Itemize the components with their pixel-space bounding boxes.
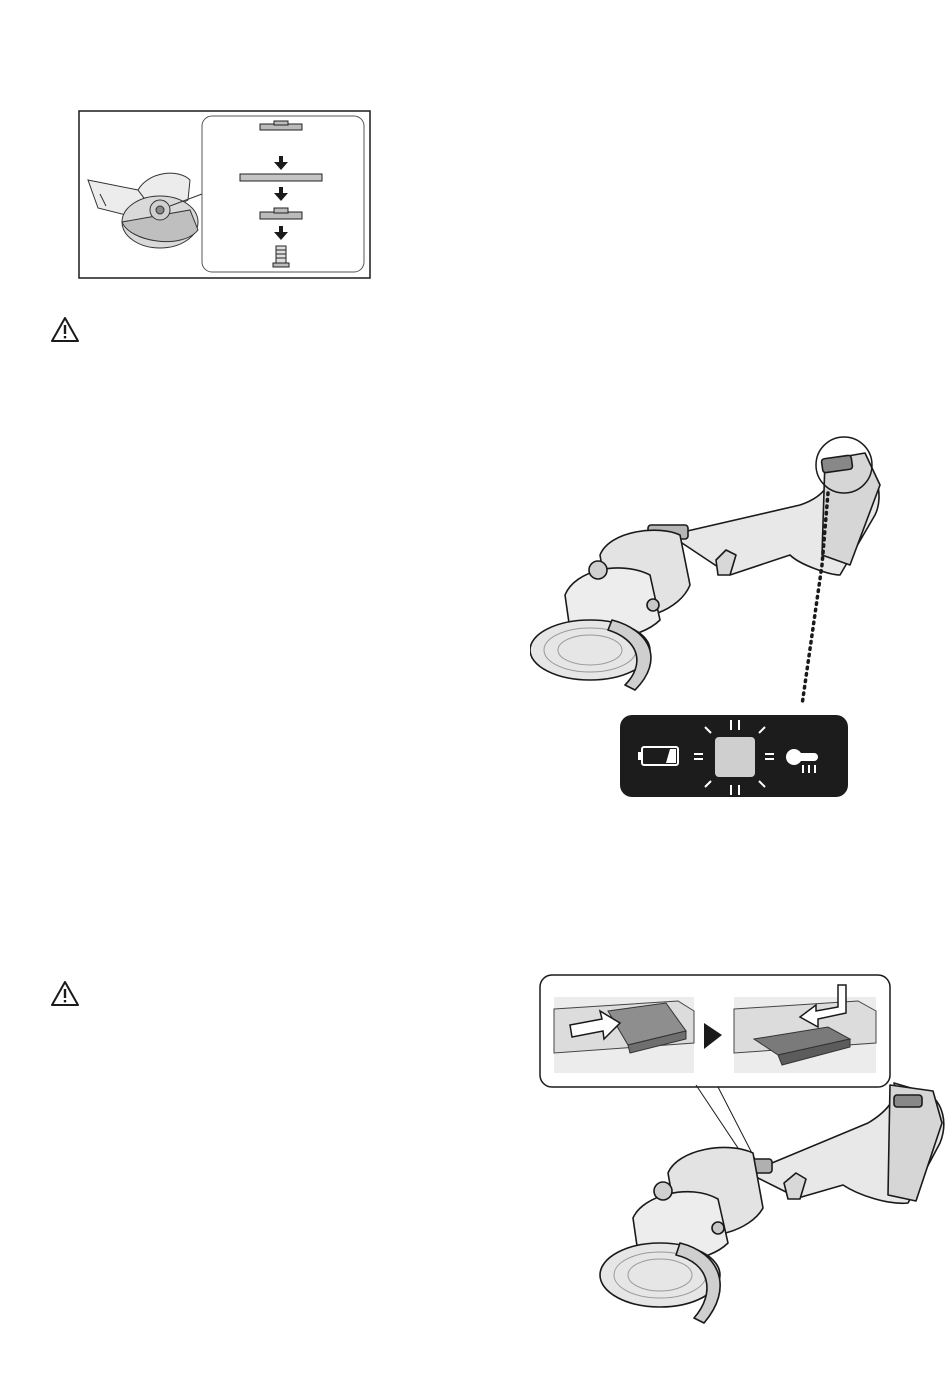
angle-grinder-icon <box>600 1083 944 1323</box>
slide-switch-icon <box>734 985 876 1073</box>
grinding-wheel-icon <box>240 174 322 181</box>
slide-switch-icon <box>554 997 694 1073</box>
caution-triangle-icon <box>50 316 80 344</box>
figure-indicator-lamp <box>530 435 950 805</box>
figure-wheel-assembly <box>78 110 372 280</box>
angle-grinder-icon <box>530 453 880 690</box>
figure-switch-action <box>538 973 950 1338</box>
caution-triangle-icon <box>50 980 80 1008</box>
